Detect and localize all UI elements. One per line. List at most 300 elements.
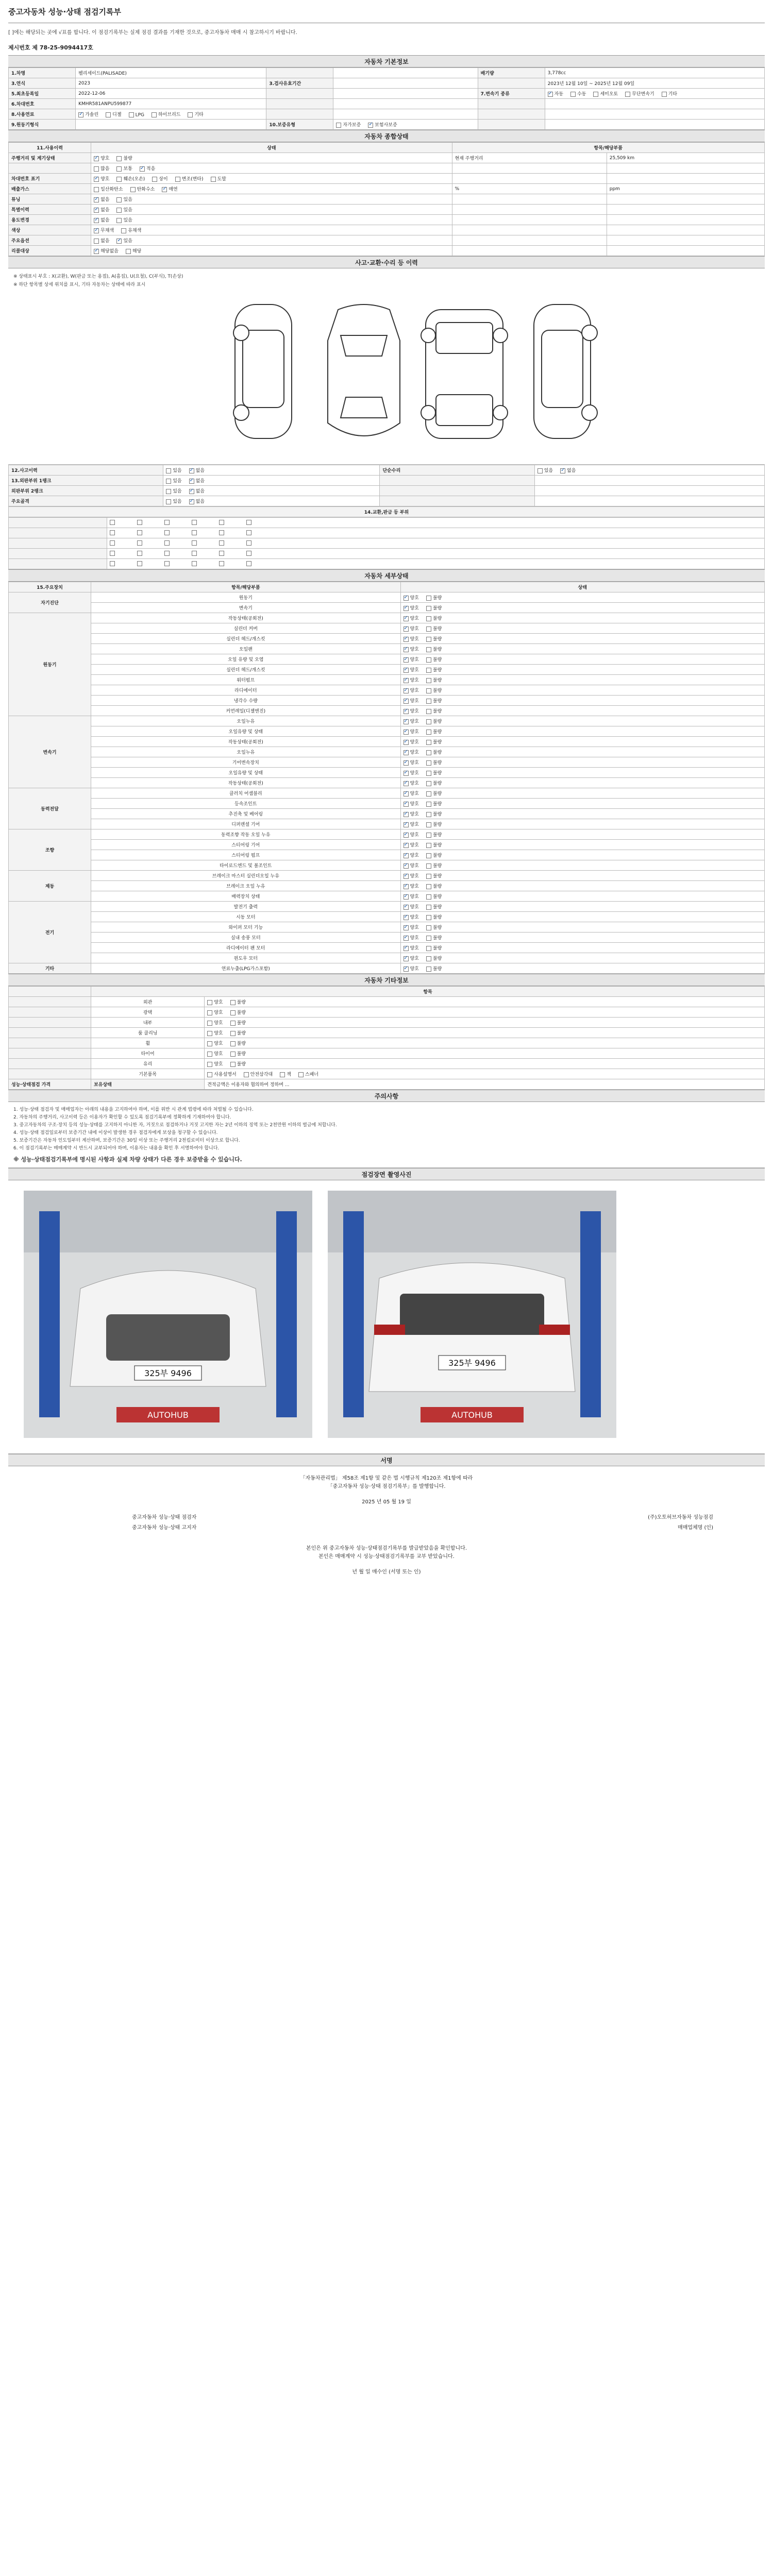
detail-option (404, 707, 419, 714)
overall-checkbox[interactable] (94, 218, 99, 223)
detail-checkbox[interactable] (426, 709, 431, 714)
transmission-checkbox[interactable] (625, 92, 630, 97)
options-checkbox[interactable] (207, 1031, 212, 1036)
damage-part-checkbox[interactable] (110, 551, 115, 556)
detail-checkbox[interactable] (404, 833, 409, 838)
detail-option-label: 양호 (410, 699, 419, 704)
overall-label: 주행거리 및 계기상태 (9, 153, 91, 163)
detail-row (9, 747, 765, 757)
detail-checkbox[interactable] (404, 894, 409, 900)
caution-line: 2. 자동차의 주행거리, 사고이력 등은 이용자가 확인할 수 있도록 점검기록부에 정확하게 기재하여야 합니다. (13, 1115, 231, 1120)
options-options (205, 1048, 765, 1059)
damage-row (9, 465, 765, 476)
detail-checkbox[interactable] (404, 647, 409, 652)
damage-option (189, 467, 205, 473)
detail-option-label: 양호 (410, 740, 419, 745)
fuel-checkbox[interactable] (188, 112, 193, 117)
detail-checkbox[interactable] (426, 915, 431, 920)
detail-checkbox[interactable] (426, 905, 431, 910)
detail-checkbox[interactable] (404, 771, 409, 776)
fuel-checkbox[interactable] (129, 112, 134, 117)
detail-checkbox[interactable] (426, 802, 431, 807)
detail-checkbox[interactable] (404, 616, 409, 621)
detail-checkbox[interactable] (426, 925, 431, 930)
damage-part-checkbox[interactable] (137, 520, 142, 525)
damage-part-checkbox[interactable] (192, 540, 197, 546)
detail-checkbox[interactable] (404, 668, 409, 673)
detail-options (400, 778, 765, 788)
options-row (9, 1028, 765, 1038)
detail-option-label: 양호 (410, 843, 419, 848)
damage-part-checkbox[interactable] (137, 561, 142, 566)
detail-checkbox[interactable] (426, 668, 431, 673)
detail-option (426, 903, 442, 910)
damage-part-checkbox[interactable] (164, 551, 170, 556)
detail-checkbox[interactable] (404, 719, 409, 724)
detail-checkbox[interactable] (404, 699, 409, 704)
damage-label: 13.외판부위 1랭크 (9, 476, 163, 486)
detail-checkbox[interactable] (404, 596, 409, 601)
detail-checkbox[interactable] (426, 956, 431, 961)
detail-checkbox[interactable] (426, 863, 431, 869)
detail-checkbox[interactable] (404, 936, 409, 941)
detail-row (9, 603, 765, 613)
basic-row (9, 99, 765, 109)
detail-option (404, 594, 419, 601)
overall-option-label: 해당 (132, 249, 142, 254)
options-checkbox[interactable] (230, 1031, 236, 1036)
overall-status-table (8, 142, 765, 256)
detail-options (400, 675, 765, 685)
damage-part-checkbox[interactable] (110, 561, 115, 566)
overall-checkbox[interactable] (121, 228, 126, 233)
options-checkbox[interactable] (207, 1062, 212, 1067)
detail-option (426, 883, 442, 889)
options-header-blank (9, 987, 91, 997)
overall-option (116, 196, 132, 202)
options-row (9, 997, 765, 1007)
caution-line: 3. 중고자동차의 구조·장치 등의 성능·상태를 고지하지 아니한 자, 거짓으로 점검하거나 거짓 고지한 자는 2년 이하의 징역 또는 2천만원 이하의 벌금에 처합니다. (13, 1123, 337, 1128)
options-extra (205, 1069, 765, 1079)
detail-checkbox[interactable] (404, 843, 409, 848)
overall-option-label: 상이 (159, 177, 168, 182)
section-basic-info: 자동차 기본정보 (8, 55, 765, 67)
detail-checkbox[interactable] (404, 853, 409, 858)
damage-part-checkbox[interactable] (219, 551, 224, 556)
overall-checkbox[interactable] (94, 249, 99, 254)
damage-part-checkbox[interactable] (192, 551, 197, 556)
overall-option-label: 도말 (217, 177, 226, 182)
detail-item: 브레이크 오일 누유 (91, 881, 400, 891)
overall-option-label: 있음 (123, 239, 132, 244)
detail-option (426, 687, 442, 693)
detail-item: 오일누유 (91, 747, 400, 757)
detail-option (426, 955, 442, 961)
options-extra-checkbox[interactable] (244, 1072, 249, 1077)
damage-checkbox[interactable] (166, 489, 171, 494)
detail-option-label: 양호 (410, 606, 419, 611)
car-right-side-view (534, 304, 597, 438)
options-extra-checkbox[interactable] (280, 1072, 285, 1077)
detail-checkbox[interactable] (426, 647, 431, 652)
detail-row (9, 963, 765, 974)
damage-label-2 (380, 486, 534, 496)
damage-checkbox[interactable] (189, 489, 194, 494)
detail-checkbox[interactable] (404, 863, 409, 869)
options-extra-checkbox[interactable] (298, 1072, 304, 1077)
overall-checkbox[interactable] (175, 177, 180, 182)
overall-options (91, 235, 452, 246)
repair-checkbox[interactable] (560, 468, 565, 473)
detail-options (400, 644, 765, 654)
detail-option (404, 800, 419, 807)
detail-checkbox[interactable] (426, 843, 431, 848)
detail-option-label: 양호 (410, 678, 419, 683)
sign-receiver-line-3: 년 월 일 매수인 (서명 또는 인) (352, 1569, 421, 1575)
detail-option-label: 불량 (432, 637, 442, 642)
detail-checkbox[interactable] (426, 781, 431, 786)
transmission-options (545, 89, 764, 99)
repair-checkbox[interactable] (537, 468, 543, 473)
options-item: 기본품목 (91, 1069, 205, 1079)
basic-value-2 (333, 89, 478, 99)
detail-option (404, 749, 419, 755)
damage-part-checkbox[interactable] (110, 520, 115, 525)
options-checkbox[interactable] (207, 1041, 212, 1046)
detail-option (426, 779, 442, 786)
fuel-checkbox[interactable] (106, 112, 111, 117)
damage-part-checkbox[interactable] (137, 530, 142, 535)
cert-number-line (8, 40, 765, 55)
options-checkbox[interactable] (230, 1000, 236, 1005)
overall-checkbox[interactable] (94, 208, 99, 213)
overall-checkbox[interactable] (94, 187, 99, 192)
detail-checkbox[interactable] (426, 740, 431, 745)
detail-row (9, 654, 765, 665)
detail-options (400, 788, 765, 799)
detail-option-label: 양호 (410, 791, 419, 796)
options-option (230, 1019, 246, 1026)
overall-checkbox[interactable] (116, 197, 122, 202)
detail-checkbox[interactable] (404, 915, 409, 920)
detail-checkbox[interactable] (404, 626, 409, 632)
overall-value (607, 225, 764, 235)
detail-checkbox[interactable] (404, 688, 409, 693)
damage-part-checkbox[interactable] (219, 530, 224, 535)
damage-checkbox[interactable] (189, 468, 194, 473)
detail-option-label: 불량 (432, 946, 442, 951)
overall-option-label: 많음 (100, 166, 110, 172)
detail-checkbox[interactable] (404, 709, 409, 714)
options-option-label: 불량 (237, 1031, 246, 1036)
basic-value (76, 120, 266, 130)
damage-row (9, 496, 765, 506)
detail-checkbox[interactable] (426, 884, 431, 889)
detail-item: 타이로드엔드 및 볼조인트 (91, 860, 400, 871)
damage-part-checkbox[interactable] (137, 540, 142, 546)
basic-label-3 (478, 78, 545, 89)
detail-row (9, 891, 765, 902)
overall-checkbox[interactable] (94, 228, 99, 233)
cert-number-label: 제시번호 제 (8, 44, 38, 51)
overall-option-label: 없음 (100, 197, 110, 202)
detail-checkbox[interactable] (404, 760, 409, 766)
overall-checkbox[interactable] (140, 166, 145, 172)
detail-checkbox[interactable] (426, 946, 431, 951)
options-group (9, 1059, 91, 1069)
damage-part-checkbox[interactable] (219, 561, 224, 566)
detail-checkbox[interactable] (404, 606, 409, 611)
detail-item: 동력조향 작동 오일 누유 (91, 829, 400, 840)
detail-checkbox[interactable] (404, 946, 409, 951)
options-checkbox[interactable] (230, 1010, 236, 1015)
damage-parts-rank (9, 549, 107, 559)
detail-option-label: 불량 (432, 616, 442, 621)
detail-checkbox[interactable] (426, 606, 431, 611)
damage-checkbox[interactable] (166, 468, 171, 473)
overall-value (607, 174, 764, 184)
options-group (9, 1007, 91, 1018)
overall-option (94, 216, 109, 223)
detail-options (400, 592, 765, 603)
detail-option-label: 불량 (432, 915, 442, 920)
sign-inspector: (주)오토허브자동차 성능점검 (648, 1515, 713, 1520)
overall-label: 주요옵션 (9, 235, 91, 246)
basic-label-3 (478, 109, 545, 120)
options-checkbox[interactable] (207, 1021, 212, 1026)
options-checkbox[interactable] (207, 1000, 212, 1005)
options-checkbox[interactable] (230, 1062, 236, 1067)
damage-part-checkbox[interactable] (110, 540, 115, 546)
transmission-checkbox[interactable] (593, 92, 598, 97)
detail-checkbox[interactable] (404, 637, 409, 642)
detail-option-label: 양호 (410, 771, 419, 776)
overall-checkbox[interactable] (94, 239, 99, 244)
detail-item: 라디에이터 팬 모터 (91, 943, 400, 953)
detail-checkbox[interactable] (404, 678, 409, 683)
detail-checkbox[interactable] (426, 750, 431, 755)
detail-checkbox[interactable] (426, 853, 431, 858)
overall-options (91, 163, 452, 174)
damage-checkbox[interactable] (189, 479, 194, 484)
options-option (207, 1019, 223, 1026)
damage-checkbox[interactable] (166, 479, 171, 484)
sign-receiver-line-1: 본인은 위 중고자동차 성능·상태점검기록부를 발급받았음을 확인합니다. (306, 1546, 467, 1551)
detail-row (9, 726, 765, 737)
overall-note (452, 174, 607, 184)
damage-part-checkbox[interactable] (164, 530, 170, 535)
detail-option-label: 불량 (432, 668, 442, 673)
detail-checkbox[interactable] (404, 967, 409, 972)
detail-row (9, 943, 765, 953)
detail-item: 연료누출(LPG가스포함) (91, 963, 400, 974)
detail-checkbox[interactable] (404, 781, 409, 786)
detail-checkbox[interactable] (426, 874, 431, 879)
damage-part-checkbox[interactable] (219, 520, 224, 525)
damage-part-checkbox[interactable] (219, 540, 224, 546)
damage-part-checkbox[interactable] (137, 551, 142, 556)
options-extra-checkbox[interactable] (207, 1072, 212, 1077)
detail-row (9, 757, 765, 768)
detail-checkbox[interactable] (426, 730, 431, 735)
detail-checkbox[interactable] (426, 616, 431, 621)
overall-checkbox[interactable] (116, 166, 122, 172)
detail-checkbox[interactable] (426, 699, 431, 704)
damage-diagram (8, 268, 765, 465)
options-option (207, 1060, 223, 1067)
detail-option (426, 769, 442, 776)
detail-option (426, 831, 442, 838)
detail-checkbox[interactable] (404, 740, 409, 745)
detail-checkbox[interactable] (426, 812, 431, 817)
damage-empty (534, 486, 764, 496)
options-checkbox[interactable] (207, 1052, 212, 1057)
overall-option (94, 185, 123, 192)
detail-checkbox[interactable] (404, 822, 409, 827)
detail-checkbox[interactable] (404, 802, 409, 807)
overall-checkbox[interactable] (116, 177, 122, 182)
overall-checkbox[interactable] (94, 156, 99, 161)
detail-item: 원동기 (91, 592, 400, 603)
detail-checkbox[interactable] (404, 884, 409, 889)
detail-checkbox[interactable] (404, 750, 409, 755)
detail-option-label: 불량 (432, 967, 442, 972)
detail-checkbox[interactable] (426, 678, 431, 683)
options-group (9, 1028, 91, 1038)
detail-options (400, 696, 765, 706)
options-checkbox[interactable] (230, 1041, 236, 1046)
damage-part-checkbox[interactable] (192, 520, 197, 525)
options-checkbox[interactable] (230, 1052, 236, 1057)
damage-part-checkbox[interactable] (246, 520, 251, 525)
detail-option (404, 687, 419, 693)
damage-part-checkbox[interactable] (164, 561, 170, 566)
detail-checkbox[interactable] (426, 791, 431, 796)
options-checkbox[interactable] (207, 1010, 212, 1015)
detail-checkbox[interactable] (426, 719, 431, 724)
damage-checkbox[interactable] (166, 499, 171, 504)
detail-option (404, 934, 419, 941)
overall-option (140, 165, 155, 172)
detail-options (400, 943, 765, 953)
damage-part-checkbox[interactable] (164, 540, 170, 546)
overall-checkbox[interactable] (162, 187, 167, 192)
overall-option-label: 매연 (169, 187, 178, 192)
detail-item: 작동상태(공회전) (91, 613, 400, 623)
detail-checkbox[interactable] (426, 771, 431, 776)
warranty-option-label: 보험사보증 (375, 123, 397, 128)
transmission-checkbox[interactable] (662, 92, 667, 97)
detail-checkbox[interactable] (426, 760, 431, 766)
overall-option-label: 탄화수소 (137, 187, 155, 192)
section-detail-status: 자동차 세부상태 (8, 569, 765, 582)
overall-checkbox[interactable] (94, 177, 99, 182)
fuel-checkbox[interactable] (152, 112, 157, 117)
detail-checkbox[interactable] (404, 812, 409, 817)
detail-checkbox[interactable] (426, 596, 431, 601)
detail-option-label: 양호 (410, 688, 419, 693)
warranty-checkbox[interactable] (368, 123, 373, 128)
detail-checkbox[interactable] (426, 894, 431, 900)
sign-law-line-2: 「중고자동차 성능·상태 점검기록부」를 발행합니다. (327, 1484, 446, 1489)
detail-item: 윈도우 모터 (91, 953, 400, 963)
overall-checkbox[interactable] (116, 156, 122, 161)
overall-checkbox[interactable] (130, 187, 136, 192)
damage-part-checkbox[interactable] (192, 530, 197, 535)
detail-option-label: 불량 (432, 925, 442, 930)
detail-checkbox[interactable] (426, 626, 431, 632)
front-lift-brand: AUTOHUB (147, 1410, 189, 1420)
overall-option (94, 206, 109, 213)
overall-checkbox[interactable] (94, 166, 99, 172)
detail-item: 기어변속장치 (91, 757, 400, 768)
overall-checkbox[interactable] (126, 249, 131, 254)
damage-part-checkbox[interactable] (246, 561, 251, 566)
overall-checkbox[interactable] (116, 239, 122, 244)
overall-checkbox[interactable] (116, 218, 122, 223)
detail-checkbox[interactable] (426, 967, 431, 972)
overall-checkbox[interactable] (152, 177, 157, 182)
damage-part-checkbox[interactable] (246, 540, 251, 546)
detail-checkbox[interactable] (426, 833, 431, 838)
detail-checkbox[interactable] (404, 956, 409, 961)
fuel-checkbox[interactable] (78, 112, 83, 117)
transmission-checkbox[interactable] (548, 92, 553, 97)
overall-option (116, 237, 132, 244)
overall-option (116, 206, 132, 213)
overall-checkbox[interactable] (211, 177, 216, 182)
detail-checkbox[interactable] (426, 688, 431, 693)
damage-part-checkbox[interactable] (110, 530, 115, 535)
detail-option (426, 810, 442, 817)
damage-part-checkbox[interactable] (246, 551, 251, 556)
options-option (207, 1009, 223, 1015)
damage-label: 외판부위 2랭크 (9, 486, 163, 496)
detail-checkbox[interactable] (426, 822, 431, 827)
detail-item: 냉각수 수량 (91, 696, 400, 706)
transmission-checkbox[interactable] (570, 92, 576, 97)
damage-checkbox[interactable] (189, 499, 194, 504)
detail-checkbox[interactable] (426, 657, 431, 663)
overall-checkbox[interactable] (94, 197, 99, 202)
overall-row (9, 235, 765, 246)
detail-checkbox[interactable] (426, 936, 431, 941)
detail-checkbox[interactable] (404, 657, 409, 663)
detail-checkbox[interactable] (404, 905, 409, 910)
detail-checkbox[interactable] (404, 791, 409, 796)
detail-checkbox[interactable] (404, 925, 409, 930)
damage-part-checkbox[interactable] (192, 561, 197, 566)
detail-checkbox[interactable] (404, 874, 409, 879)
detail-checkbox[interactable] (426, 637, 431, 642)
detail-checkbox[interactable] (404, 730, 409, 735)
warranty-checkbox[interactable] (336, 123, 341, 128)
detail-options (400, 757, 765, 768)
overall-option-label: 유채색 (128, 228, 142, 233)
overall-note (452, 235, 607, 246)
overall-option-label: 적음 (146, 166, 156, 172)
damage-part-checkbox[interactable] (164, 520, 170, 525)
damage-part-checkbox[interactable] (246, 530, 251, 535)
basic-label-2 (266, 68, 333, 78)
warranty-option-label: 자가보증 (343, 123, 361, 128)
detail-options (400, 634, 765, 644)
overall-checkbox[interactable] (116, 208, 122, 213)
detail-row (9, 696, 765, 706)
detail-option-label: 불량 (432, 709, 442, 714)
options-checkbox[interactable] (230, 1021, 236, 1026)
detail-group: 조향 (9, 829, 91, 871)
